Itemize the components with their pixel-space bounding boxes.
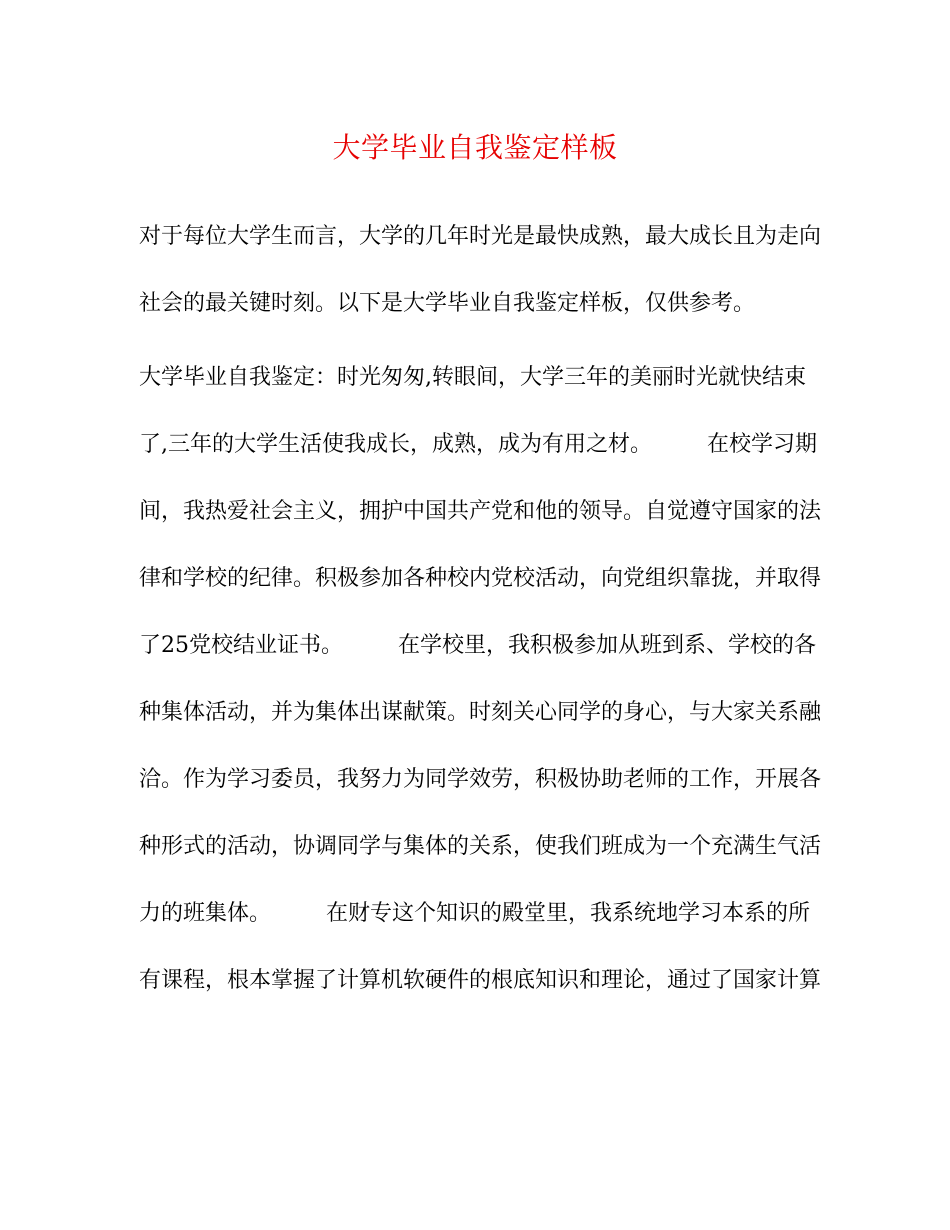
- paragraph-line: 社会的最关键时刻。以下是大学毕业自我鉴定样板，仅供参考。: [139, 291, 756, 316]
- document-title: 大学毕业自我鉴定样板: [332, 131, 618, 164]
- paragraph-body: [139, 344, 822, 1014]
- paragraph-line: 间，我热爱社会主义，拥护中国共产党和他的领导。自觉遵守国家的法: [139, 499, 822, 524]
- paragraph-line: 了,三年的大学生活使我成长，成熟，成为有用之材。 在校学习期: [139, 432, 817, 457]
- paragraph-line: 对于每位大学生而言，大学的几年时光是最快成熟，最大成长且为走向: [139, 224, 822, 249]
- paragraph-line: 种集体活动，并为集体出谋献策。时刻关心同学的身心，与大家关系融: [139, 700, 822, 725]
- paragraph-line: 力的班集体。 在财专这个知识的殿堂里，我系统地学习本系的所: [139, 901, 811, 926]
- paragraph-intro: [139, 203, 822, 337]
- paragraph-line: 种形式的活动，协调同学与集体的关系，使我们班成为一个充满生气活: [139, 834, 822, 859]
- paragraph-line: 洽。作为学习委员，我努力为同学效劳，积极协助老师的工作，开展各: [139, 767, 822, 792]
- paragraph-line: 大学毕业自我鉴定：时光匆匆,转眼间，大学三年的美丽时光就快结束: [139, 365, 806, 390]
- paragraph-line: 律和学校的纪律。积极参加各种校内党校活动，向党组织靠拢，并取得: [139, 566, 822, 591]
- paragraph-line: 有课程，根本掌握了计算机软硬件的根底知识和理论，通过了国家计算: [139, 968, 822, 993]
- paragraph-line: 了25党校结业证书。 在学校里，我积极参加从班到系、学校的各: [139, 633, 816, 658]
